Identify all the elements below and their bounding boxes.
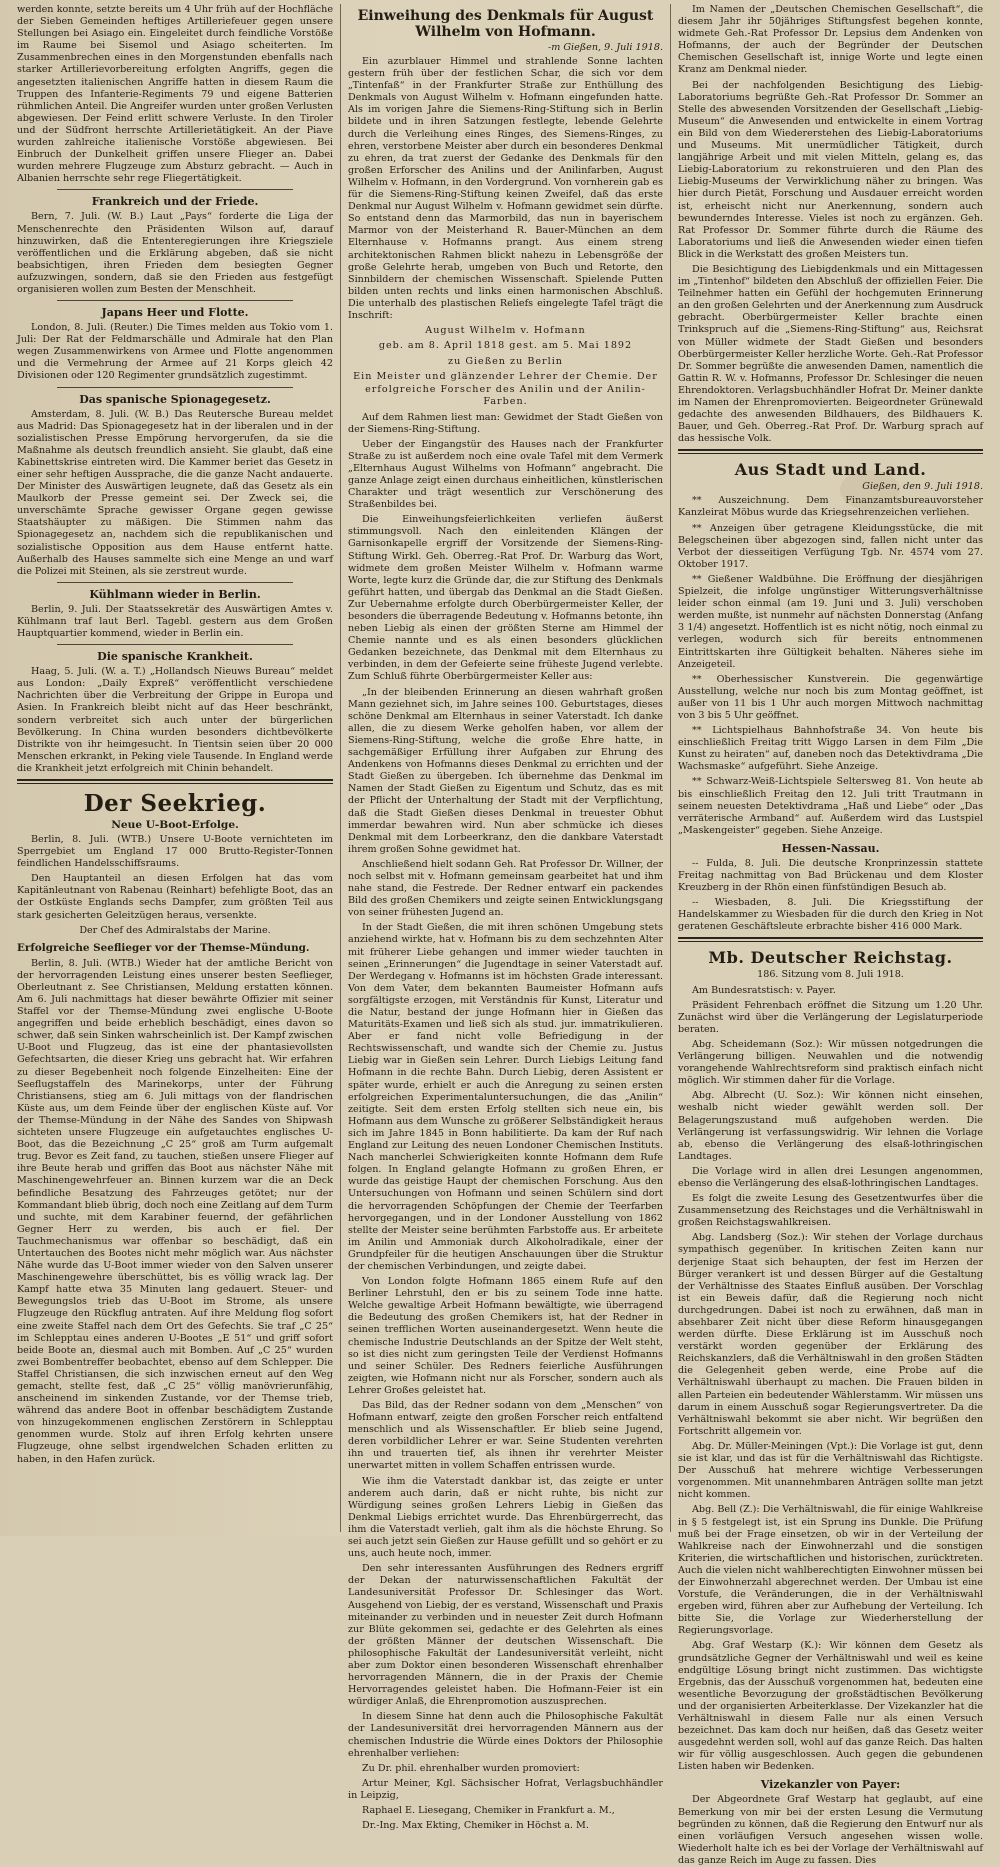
paragraph: Der Abgeordnete Graf Westarp hat geglaubt, auf eine Bemerkung von mir bei der ersten Lesung die Vermutung begründen zu können, daß die Regierung den Entwurf nur als einen vorläufigen Versuch angesehen wissen wolle. Wiederholt halte ich es bei der Vorlage der Verhältniswahl auf das ganze Reich im Auge zu fassen. Dies [678, 1794, 983, 1866]
divider [57, 644, 293, 645]
headline-vizekanzler-payer: Vizekanzler von Payer: [760, 1778, 901, 1792]
article-kuehlmann-berlin: Berlin, 9. Juli. Der Staatssekretär des Auswärtigen Amtes v. Kühlmann traf laut Berl. Tagebl. gestern aus dem Großen Hauptquartier kommend, wieder in Berlin ein. [17, 603, 333, 640]
paragraph: Ein azurblauer Himmel und strahlende Sonne lachten gestern früh über der festlichen Schar, die sich vor dem „Tintenfaß“ in der Frankfurter Straße zur Enthüllung des Denkmals von August Wilhelm v. Hofmann eingefunden hatte. Als im vorigen Jahre die Siemens-Ring-Stiftung sich in Berlin bildete und in ihren Satzungen festlegte, lebende Gelehrte durch die Verleihung eines Ringes, des Siemens-Ringes, zu ehren, verstorbene Meister aber durch ein besonderes Denkmal zu ehren, da trat zuerst der Gedanke des Denkmals für den großen Erforscher des Anilins und der Anilinfarben, August Wilhelm v. Hofmann, in den Vordergrund. Von vornherein gab es für die Siemens-Ring-Stiftung keinen Zweifel, daß das erste Denkmal nur August Wilhelm v. Hofmann gewidmet sein dürfte. So entstand denn das Marmorbild, das nun in bayerischem Marmor von der Meisterhand R. Bauer-München an dem Elternhause v. Hofmanns prangt. Aus einem streng architektonischen Rahmen blickt nahezu in Lebensgröße der große Gelehrte herab, umgeben von Buch und Retorte, den Sinnbildern der chemischen Wissenschaft. Spielende Putten bilden unten rechts und links einen harmonischen Abschluß. Die unterhalb des plastischen Reliefs eingelegte Tafel trägt die Inschrift: [348, 56, 663, 321]
article-spanisches-spionagegesetz: Amsterdam, 8. Juli. (W. B.) Das Reutersche Bureau meldet aus Madrid: Das Spionagegesetz hat in der liberalen und in der sozialistischen Presse Empörung hervorgerufen, da sie die Maßnahme als deutsch freundlich ansieht. Sie glaubt, daß eine Kabinettskrise eintreten wird. Die Kammer beriet das Gesetz in einer sehr heftigen Aussprache, die die ganze Nacht andauerte. Der Minister des Auswärtigen leugnete, daß das Gesetz als ein Maulkorb der Presse gemeint sei. Der Zweck sei, die unverschämte Sprache gewisser Organe gegen gewisse Staatshäupter zu mäßigen. Die Stimmen nahm das Spionagegesetz an, nachdem sich die republikanischen und sozialistische Opposition aus dem Hause entfernt hatte. Außerhalb des Hauses sammelte sich eine Menge an und warf die Polizei mit Steinen, als sie zerstreut wurde. [17, 408, 333, 577]
section-divider [678, 449, 983, 454]
divider [57, 189, 293, 190]
headline-kuehlmann-berlin: Kühlmann wieder in Berlin. [89, 587, 261, 601]
paragraph: Abg. Scheidemann (Soz.): Wir müssen notgedrungen die Verlängerung billigen. Neuwahlen und die notwendig vorangehende Wahlrechtsreform sind praktisch einfach nicht möglich. Wir stimmen daher für die Vorlage. [678, 1038, 983, 1087]
honorary-doctor: Artur Meiner, Kgl. Sächsischer Hofrat, Verlagsbuchhändler in Leipzig, [348, 1777, 663, 1801]
paragraph: Zu Dr. phil. ehrenhalber wurden promoviert: [362, 1762, 580, 1774]
paragraph: Abg. Albrecht (U. Soz.): Wir können nicht einsehen, weshalb nicht wieder gewählt werden soll. Der Belagerungszustand muß aufgehoben werden. Die Verlängerung ist verfassungswidrig. Wir lehnen die Vorlage ab, ebenso die Verlängerung des elsaß-lothringischen Landtages. [678, 1090, 983, 1162]
regional-news-item: -- Fulda, 8. Juli. Die deutsche Kronprinzessin stattete Freitag nachmittag von Bad Brückenau und dem Kloster Kreuzberg in der Rhön einen fünfstündigen Besuch ab. [678, 857, 983, 894]
local-news-item: ** Auszeichnung. Dem Finanzamtsbureauvorsteher Kanzleirat Möbus wurde das Kriegsehrenzeichen verliehen. [678, 495, 983, 519]
headline-hessen-nassau: Hessen-Nassau. [781, 841, 880, 855]
headline-frankreich-friede: Frankreich und der Friede. [91, 195, 259, 209]
local-news-item: ** Gießener Waldbühne. Die Eröffnung der diesjährigen Spielzeit, die infolge ungünstiger Witterungsverhältnisse leider schon einmal (am 19. Juni und 3. Juli) verschoben werden mußte, ist nunmehr auf nächsten Donnerstag (Anfang 3 1/4) angesetzt. Hoffentlich ist es nicht nötig, noch einmal zu verlegen, wodurch sich für bereits entnommenen Eintrittskarten ihre Gültigkeit behalten. Näheres siehe im Anzeigeteil. [678, 573, 983, 670]
honorary-doctor: Raphael E. Liesegang, Chemiker in Frankfurt a. M., [362, 1805, 615, 1816]
paragraph: „In der bleibenden Erinnerung an diesen wahrhaft großen Mann geziehnet sich, im Jahre seines 100. Geburtstages, dieses schöne Denkmal am Elternhaus in seiner Vaterstadt. Ich danke allen, die zu diesem Werke geholfen haben, vor allem der Siemens-Ring-Stiftung, welche die große Ehre hatte, in sachgemäßiger Erfüllung ihrer Aufgaben zur Ehrung des Andenkens von Hofmanns dieses Denkmal zu errichten und der Stadt Gießen zu übergeben. Ich übernehme das Denkmal im Namen der Stadt Gießen zu Eigentum und Schutz, das es mit der Pflicht der Unterhaltung der Stadt mit der Verpflichtung, daß die Stadt Gießen dieses Denkmal in treuester Obhut immerdar bewahren wird. Nun aber schmücke ich dieses Denkmal mit dem Lorbeerkranz, den die dankbare Vaterstadt ihrem großen Sohne gewidmet hat. [348, 686, 663, 855]
honorary-doctor: Dr.-Ing. Max Ekting, Chemiker in Höchst a. M. [362, 1820, 589, 1832]
headline-spanische-krankheit: Die spanische Krankheit. [97, 650, 253, 664]
paragraph: Abg. Graf Westarp (K.): Wir können dem Gesetz als grundsätzliche Gegner der Verhältniswahl und weil es keine endgültige Lösung bringt nicht zustimmen. Das wichtigste Ergebnis, das der Ausschuß vorgenommen hat, bedeuten eine wesentliche Bevorzugung der großstädtischen Bevölkerung und der organisierten Arbeiterklasse. Der Vizekanzler hat die Verhältniswahl in diesem Falle nur als einen Versuch bezeichnet. Das kam doch nur heißen, daß das Gesetz weiter ausgedehnt werden soll, wohl auf das ganze Reich. Das halten wir für völlig ausgeschlossen. Auch gegen die gebundenen Listen haben wir Bedenken. [678, 1640, 983, 1773]
column-3 [670, 4, 990, 1866]
headline-deutscher-reichstag: Mb. Deutscher Reichstag. [708, 948, 953, 968]
local-news-item: ** Lichtspielhaus Bahnhofstraße 34. Von heute bis einschließlich Freitag tritt Wiggo Larsen in dem Film „Die Kunst zu heiraten“ auf, daneben noch das Detektivdrama „Die Wachsmaske“ aufgeführt. Siehe Anzeige. [678, 725, 983, 773]
article-spanische-krankheit: Haag, 5. Juli. (W. a. T.) „Hollandsch Nieuws Bureau“ meldet aus London: „Daily Expreß“ veröffentlicht verschiedene Nachrichten über die Verbreitung der Grippe in Europa und Asien. In Frankreich bleibt nicht auf das Heer beschränkt, sondern verbreitet sich auch unter der bürgerlichen Bevölkerung. In China wurden besonders dichtbevölkerte Distrikte von ihr heimgesucht. In Tientsin seien über 20 000 Menschen erkrankt, in Peking viele Tausende. In England werde die Krankheit jetzt erfolgreich mit Chinin behandelt. [17, 666, 333, 774]
headline-seekrieg: Der Seekrieg. [83, 789, 267, 817]
inscription-dates: geb. am 8. April 1818 gest. am 5. Mai 1892 [378, 340, 633, 352]
headline-aus-stadt-und-land: Aus Stadt und Land. [734, 460, 927, 480]
paragraph: Abg. Landsberg (Soz.): Wir stehen der Vorlage durchaus sympathisch gegenüber. In kritischen Zeiten kann nur derjenige Staat sich behaupten, der fest im Herzen der Bürger verankert ist und dessen Bürger auf die Gestaltung der Verhältnisse des Staates Einfluß ausüben. Der Vorschlag ist ein Beweis dafür, daß die Regierung noch nicht durchgedrungen. Dabei ist noch zu erwähnen, daß man in absehbarer Zeit nicht über diese Reform hinausgegangen werden dürfte. Diese Erklärung ist im Ausschuß noch verstärkt worden gegenüber der Erklärung des Reichskanzlers, daß die Verhältniswahl in den großen Städten die Gelegenheit geben werde, eine Probe auf die Verhältniswahl überhaupt zu machen. Die Frauen bilden in allen Parteien ein bedeutender Wählerstamm. Wir müssen uns darum in einem Ausschuß sogar Regierungsvertreter. Da die Verhältniswahl bekommt sie aber nicht. Wir begrüßen den Fortschritt allgemein vor. [678, 1232, 983, 1437]
local-news-item: ** Schwarz-Weiß-Lichtspiele Seltersweg 81. Von heute ab bis einschließlich Freitag den 12. Juli tritt Trautmann in seinem neuesten Detektivdrama „Haß und Liebe“ oder „Das verräterische Armband“ auf. Außerdem wird das Lustspiel „Maskengeister“ gegeben. Siehe Anzeige. [678, 776, 983, 836]
headline-denkmal-hofmann: Einweihung des Denkmals für August Wilhelm von Hofmann. [357, 8, 654, 40]
paragraph: Die Vorlage wird in allen drei Lesungen angenommen, ebenso die Verlängerung des elsaß-lothringischen Landtages. [678, 1165, 983, 1189]
inscription-name: August Wilhelm v. Hofmann [425, 325, 586, 337]
paragraph: Abg. Dr. Müller-Meiningen (Vpt.): Die Vorlage ist gut, denn sie ist klar, und das ist für die Verhältniswahl das Richtigste. Der Ausschuß hat mehrere wichtige Verbesserungen vorgenommen. Mit unannehmbaren Anträgen sollte man jetzt nicht kommen. [678, 1440, 983, 1501]
regional-news-item: -- Wiesbaden, 8. Juli. Die Kriegsstiftung der Handelskammer zu Wiesbaden für die durch den Krieg in Not geratenen Geschäftsleute erbrachte bisher 416 000 Mark. [678, 897, 983, 933]
deck-u-boot-erfolge: Neue U-Boot-Erfolge. [111, 818, 239, 831]
section-divider [17, 779, 333, 784]
paragraph: In der Stadt Gießen, die mit ihren schönen Umgebung stets anziehend wirkte, hat v. Hofmann bis zu dem sechzehnten Alter mit früherer Liebe gehangen und immer wieder tauchten in seinen „Erinnerungen“ die Jugendtage in seiner Vaterstadt auf. Der Werdegang v. Hofmanns ist im höchsten Grade interessant. Von dem Vater, dem bekannten Baumeister Hofmann aufs sorgfältigste erzogen, mit Verständnis für Kunst, Literatur und die Natur, bestand der junge Hofmann hier in Gießen das Maturitäts-Examen und ließ sich als stud. jur. immatrikulieren. Aber er fand nicht volle Befriedigung in der Rechtswissenschaft, und wandte sich der Chemie zu. Justus Liebig war in Gießen sein Lehrer. Durch Liebigs Leitung fand Hofmann in die rechte Bahn. Durch Liebig, deren Assistent er später wurde, erhielt er auch die Anregung zu seinen ersten erfolgreichen Experimentaluntersuchungen, die das „Anilin“ zeitigte. Seit dem ersten Erfolg stellten sich neue ein, bis Hofmann aus dem Wunsche zu größerer Selbständigkeit heraus sich im Jahre 1845 in Bonn habilitierte. Da kam der Ruf nach England zur Leitung des neuen Londoner Chemischen Instituts. Nach mancherlei Schwierigkeiten konnte Hofmann dem Rufe folgen. In England gelangte Hofmann zu großen Ehren, er wurde das geistige Haupt der chemischen Forschung. Aus den Untersuchungen von Hofmann und seinen Schülern sind dort die hervorragenden Schöpfungen der Chemie der Teerfarben hervorgegangen, und in der Londoner Ausstellung von 1862 stellte der Meister seine berühmten Farbstoffe aus. Er arbeitete im Anilin und Ammoniak durch Alkoholradikale, einer der Grundpfeiler für die heutigen Anschauungen über die Struktur der chemischen Verbindungen, und zeigte dabei. [348, 922, 663, 1272]
divider [57, 300, 293, 301]
local-news-item: ** Anzeigen über getragene Kleidungsstücke, die mit Belegscheinen über abgezogen sind, fallen nicht unter das Verbot der diesseitigen Verfügung Tgb. Nr. 4574 vom 27. Oktober 1917. [678, 522, 983, 570]
inscription-text: Ein Meister und glänzender Lehrer der Chemie. Der erfolgreiche Forscher des Anilin und der Anilin-Farben. [353, 371, 658, 408]
paragraph: In diesem Sinne hat denn auch die Philosophische Fakultät der Landesuniversität drei hervorragenden Männern aus der chemischen Industrie die Würde eines Doktors der Philosophie ehrenhalber verliehen: [348, 1711, 663, 1759]
paragraph: Auf dem Rahmen liest man: Gewidmet der Stadt Gießen von der Siemens-Ring-Stiftung. [348, 411, 663, 435]
dateline-giessen: -m Gießen, 9. Juli 1918. [547, 42, 663, 53]
headline-themse-muendung: Erfolgreiche Seeflieger vor der Themse-Mündung. [17, 941, 310, 954]
paragraph: Ueber der Eingangstür des Hauses nach der Frankfurter Straße zu ist außerdem noch eine ovale Tafel mit dem Vermerk „Elternhaus August Wilhelms von Hofmann“ angebracht. Die ganze Anlage zeigt einen durchaus einheitlichen, künstlerischen Charakter und trägt wesentlich zur Verschönerung des Straßenbildes bei. [348, 438, 663, 511]
paragraph: Die Einweihungsfeierlichkeiten verliefen äußerst stimmungsvoll. Nach den einleitenden Klängen der Garnisonkapelle ergriff der Vorsitzende der Siemens-Ring-Stiftung Wirkl. Geh. Oberreg.-Rat Prof. Dr. Warburg das Wort, widmete dem großen Meister Wilhelm v. Hofmann warme Worte, legte kurz die Gründe dar, die zur Stiftung des Denkmals geführt hatten, und übergab das Denkmal an die Stadt Gießen. Zur Uebernahme erfolgte durch Oberbürgermeister Keller, der besonders die überragende Bedeutung v. Hofmanns betonte, ihn neben Liebig als einen der größten Sterne am Himmel der Chemie nannte und es als einen besonders glücklichen Gedanken bezeichnete, das Denkmal mit dem Elternhaus zu verbinden, in dem der Gefeierte seine früheste Jugend verlebte. Zum Schluß führte Oberbürgermeister Keller aus: [348, 514, 663, 683]
paragraph: Am Bundesratstisch: v. Payer. [692, 984, 836, 996]
paragraph: Die Besichtigung des Liebigdenkmals und ein Mittagessen im „Tintenhof“ bildeten den Abschluß der offiziellen Feier. Die Teilnehmer hatten ein Gefühl der hochgemuten Erinnerung an den großen Gelehrten und der Anerkennung zum Ausdruck gebracht. Oberbürgermeister Keller brachte einen Trinkspruch auf die „Siemens-Ring-Stiftung“ aus, Reichsrat von Müller widmete der Stadt Gießen und besonders Oberbürgermeister Keller herzliche Worte. Geh.-Rat Professor Dr. Sommer begrüßte die anwesenden Damen, namentlich die Gattin R. W. v. Hofmanns, Professor Dr. Schlesinger die neuen Ehrendoktoren. Verlagsbuchhändler Hofrat Dr. Meiner dankte im Namen der Ehrenpromovierten. Beigeordneter Grünewald gedachte des anwesenden Bildhauers, des Bildhauers K. Bauer, und Geh. Oberreg.-Rat Prof. Dr. Warburg sprach auf das hessische Volk. [678, 263, 983, 445]
article-japan-heer-flotte: London, 8. Juli. (Reuter.) Die Times melden aus Tokio vom 1. Juli: Der Rat der Feldmarschälle und Admirale hat den Plan wegen Zusammenwirkens von Armee und Flotte angenommen und die Vermehrung der Armee auf 21 Korps gleich 42 Divisionen oder 120 Regimenter grundsätzlich zugestimmt. [17, 322, 333, 382]
article-fragment-frontline: werden konnte, setzte bereits um 4 Uhr früh auf der Hochfläche der Sieben Gemeinden heftiges Artilleriefeuer gegen unsere Stellungen bei Asiago ein. Eingeleitet durch feindliche Vorstöße im Raume bei Sisemol und Asiago scheiterten. Im Zusammenbrechen eines in den Morgenstunden ebenfalls nach starker Artillerievorbereitung erfolgten Angriffs, gegen die angesetzten italienischen Angriffe hatten in diesem Raum die Truppen des Infanterie-Regiments 79 und eigene Batterien rühmlichen Anteil. Die Angreifer wurden unter großen Verlusten abgewiesen. Der Feind erlitt schwere Verluste. In den Tiroler und der Südfront herrschte Artillerietätigkeit. An der Piave wurden zahlreiche italienische Vorstöße abgewiesen. Bei Einbruch der Dunkelheit griffen unsere Flieger an. Dabei wurden mehrere Flugzeuge zum Absturz gebracht. — Auch in Albanien herrschte sehr rege Fliegertätigkeit. [17, 4, 334, 185]
paragraph: Bei der nachfolgenden Besichtigung des Liebig-Laboratoriums begrüßte Geh.-Rat Professor Dr. Sommer an Stelle des abwesenden Vorsitzenden der Gesellschaft „Liebig-Museum“ die Anwesenden und entwickelte in einem Vortrag ein Bild von dem Wiedererstehen des Liebig-Laboratoriums und Museums. Mit unermüdlicher Tätigkeit, durch langjährige Arbeit und mit vielen Mitteln, gelang es, das Liebig-Laboratorium zu rekonstruieren und den Plan des Liebig-Museums der Verwirklichung näher zu bringen. Was hier durch Pietät, Forschung und Ausdauer erreicht worden ist, erheischt nicht nur Anerkennung, sondern auch bewunderndes Interesse. Vieles ist noch zu ergänzen. Geh. Rat Professor Dr. Sommer führte durch die Räume des Laboratoriums und ließ die Anwesenden wieder einen tiefen Blick in die Werkstatt des großen Meisters tun. [678, 79, 983, 260]
article-frankreich-friede: Bern, 7. Juli. (W. B.) Laut „Pays“ forderte die Liga der Menschenrechte den Präsidenten Wilson auf, darauf hinzuwirken, daß die Ententeregierungen ihre Kriegsziele veröffentlichen und die Erklärung abgeben, daß sie nicht beabsichtigen, ihren Frieden dem besiegten Gegner aufzuzwingen, sondern, daß sie den Frieden aus festgefügt organisieren wollen zum Besten der Menschheit. [17, 211, 333, 295]
article-themse-muendung: Berlin, 8. Juli. (WTB.) Wieder hat der amtliche Bericht von der hervorragenden Leistung eines unserer besten Seeflieger, Oberleutnant z. See Christiansen, Meldung erstatten können. Am 6. Juli nachmittags hat dieser bewährte Offizier mit seiner Staffel vor der Themse-Mündung zwei englische U-Boote angegriffen und beide erheblich beschädigt, eines davon so schwer, daß sein Sinken wahrscheinlich ist. Der Kampf zwischen U-Boot und Flugzeug, das ist eine der phantasievollsten Gefechtsarten, die dieser Krieg uns gebracht hat. Wir erfahren zu dieser Begebenheit noch folgende Einzelheiten: Eine der Seeflugstaffeln des Marinekorps, unter der Führung Christiansens, stieg am 6. Juli mittags von der flandrischen Küste aus, um dem Feinde über der englischen Küste auf. Vor der Themse-Mündung in der Nähe des Sandes von Shipwash sichteten unsere Flugzeuge ein aufgetauchtes englisches U-Boot, das die Bezeichnung „C 25“ groß am Turm aufgemalt trug. Bevor es Zeit fand, zu tauchen, stießen unsere Flieger auf ihre Beute herab und griffen das Boot aus nächster Nähe mit Maschinengewehrfeuer an. Binnen kurzem war die an Deck befindliche Besatzung des Fahrzeuges getötet; nur der Kommandant blieb übrig, doch noch eine Zeitlang auf dem Turm und suchte, mit dem Karabiner feuernd, der gefährlichen Gegner Herr zu werden, bis auch er fiel. Der Tauchmechanismus war offenbar so beschädigt, daß ein Untertauchen des Bootes nicht mehr möglich war. Aus nächster Nähe wurde das U-Boot immer wieder von den Salven unserer Maschinengewehre überschüttet, bis es völlig wrack lag. Der Kampf hatte etwa 35 Minuten lang gedauert. Steuer- und Bewegungslos trieb das U-Boot im Strome, als unsere Flugzeuge den Rückflug antraten. Auf ihre Meldung flog sofort eine zweite Staffel nach dem Ort des Gefechts. Sie traf „C 25“ im Schlepptau eines anderen U-Bootes „E 51“ und griff sofort beide Boote an, diesmal auch mit Bomben. Auf „C 25“ wurden zwei Bombentreffer beobachtet, ebenso auf dem Schlepper. Die Staffel Christiansen, die sich inzwischen erneut auf den Weg gemacht, stellte fest, daß „C 25“ völlig manövrierunfähig, anscheinend im sinkenden Zustande, vor der Themse trieb, während das andere Boot in offenbar beschädigtem Zustande von hinzugekommenen englischen Zerstörern in Schlepptau genommen wurde. Stolz auf ihren Erfolg kehrten unsere Flugzeuge, ohne selbst irgendwelchen Schaden erlitten zu haben, in den Hafen zurück. [17, 957, 333, 1465]
section-divider [678, 937, 983, 942]
divider [57, 387, 293, 388]
column-1 [10, 4, 340, 1532]
paragraph: Abg. Bell (Z.): Die Verhältniswahl, die für einige Wahlkreise in § 5 festgelegt ist, ist ein Sprung ins Dunkle. Die Prüfung muß bei der Frage einsetzen, ob wir in der Verteilung der Wahlkreise nach der Einwohnerzahl und die sonstigen Kriterien, die wirtschaftlichen und historischen, zurücktreten. Auch die vielen nicht wahlberechtigten Einwohner müssen bei der Einwohnerzahl abgerechnet werden. Der Umbau ist eine Vorstufe, die Veränderungen, die in der Verhältniswahl ergeben wird, führen aber zur Aufhebung der Verteilung. Ich bitte Sie, die Vorlage zur Wiederherstellung der Regierungsvorlage. [678, 1504, 983, 1637]
session-info: 186. Sitzung vom 8. Juli 1918. [757, 969, 904, 981]
paragraph: Präsident Fehrenbach eröffnet die Sitzung um 1.20 Uhr. Zunächst wird über die Verlängerung der Legislaturperiode beraten. [678, 999, 983, 1035]
signature-admiralstab: Der Chef des Admiralstabs der Marine. [79, 924, 271, 936]
article-seekrieg-rabenau: Den Hauptanteil an diesen Erfolgen hat das vom Kapitänleutnant von Rabenau (Reinhart) befehligte Boot, das an der Ostküste Englands sechs Dampfer, zum größten Teil aus stark gesicherten Geleitzügen heraus, versenkte. [17, 873, 333, 921]
inscription-places: zu Gießen zu Berlin [448, 355, 563, 367]
paragraph: Anschließend hielt sodann Geh. Rat Professor Dr. Willner, der noch selbst mit v. Hofmann gemeinsam gearbeitet hat und ihm nahe stand, die Festrede. Der Redner entwarf ein packendes Bild des großen Chemikers und zeigte seinen Entwicklungsgang von seiner frühesten Jugend an. [348, 858, 663, 919]
local-news-item: ** Oberhessischer Kunstverein. Die gegenwärtige Ausstellung, welche nur noch bis zum Montag geöffnet, ist außer von 11 bis 1 Uhr auch morgen Mittwoch nachmittag von 3 bis 5 Uhr geöffnet. [678, 673, 983, 721]
paragraph: Den sehr interessanten Ausführungen des Redners ergriff der Dekan der naturwissenschaftlichen Fakultät der Landesuniversität Professor Dr. Schlesinger das Wort. Ausgehend von Liebig, der es verstand, Wissenschaft und Praxis miteinander zu verbinden und in neuester Zeit durch Hofmann zur Blüte gekommen sei, gedachte er des Gelehrten als eines der größten Männer der deutschen Wissenschaft. Die philosophische Fakultät der Landesuniversität verleiht, nicht aber zum Doktor einen besonderen Wissenschaft ehrenhalber hervorragenden Männern, die in der Praxis der Chemie Hervorragendes geleistet haben. Die Hofmann-Feier ist ein würdiger Anlaß, die Ehrenpromotion auszusprechen. [348, 1563, 663, 1708]
dateline-giessen: Gießen, den 9. Juli 1918. [862, 481, 983, 493]
paragraph: Wie ihm die Vaterstadt dankbar ist, das zeigte er unter anderem auch darin, daß er nicht ruhte, bis nicht zur Würdigung seines großen Lehrers Liebig in Gießen das Denkmal Liebigs errichtet wurde. Das Ehrenbürgerrecht, das ihm die Vaterstadt verlieh, galt ihm als die höchste Ehrung. So sei auch jetzt sein Gießen zur Hause gefüllt und so gehört er zu uns, auch heute noch, immer. [348, 1475, 663, 1560]
headline-japan-heer-flotte: Japans Heer und Flotte. [101, 306, 249, 320]
paragraph: Im Namen der „Deutschen Chemischen Gesellschaft“, die diesem Jahr ihr 50jähriges Stiftungsfest begehen konnte, widmete Geh.-Rat Professor Dr. Lepsius dem Andenken von Hofmanns, der auch der Begründer der Deutschen Chemischen Gesellschaft ist, innige Worte und legte einen Kranz am Denkmal nieder. [678, 4, 983, 76]
paragraph: Das Bild, das der Redner sodann von dem „Menschen“ von Hofmann entwarf, zeigte den großen Forscher reich entfaltend menschlich und als Wissenschaftler. Er blieb seine Jugend, deren vorbildlicher Lehrer er war. Seine Studenten verehrten ihn und trauerten tief, als ihnen ihr verehrter Meister unerwartet mitten in vollem Schaffen entrissen wurde. [348, 1400, 663, 1472]
paragraph: Es folgt die zweite Lesung des Gesetzentwurfes über die Zusammensetzung des Reichstages und die Verhältniswahl in großen Reichstagswahlkreisen. [678, 1193, 983, 1229]
article-seekrieg-intro: Berlin, 8. Juli. (WTB.) Unsere U-Boote vernichteten im Sperrgebiet um England 17 000 Brutto-Register-Tonnen feindlichen Handelsschiffsraums. [17, 833, 333, 870]
divider [57, 582, 293, 583]
column-2 [340, 4, 670, 1832]
headline-spanisches-spionagegesetz: Das spanische Spionagegesetz. [79, 392, 271, 406]
paragraph: Von London folgte Hofmann 1865 einem Rufe auf den Berliner Lehrstuhl, den er bis zu seinem Tode inne hatte. Welche gewaltige Arbeit Hofmann bewältigte, wie überragend die Bedeutung des großen Chemikers ist, hat der Redner in seinen trefflichen Worten auseinandergesetzt. Wenn heute die chemische Industrie Deutschlands an der Spitze der Welt steht, so ist dies nicht zum geringsten Teile der Verdienst Hofmanns und seiner Schüler. Des Redners feierliche Ausführungen zeigten, wie Hofmann nicht nur als Forscher, sondern auch als Lehrer Großes geleistet hat. [348, 1276, 663, 1396]
